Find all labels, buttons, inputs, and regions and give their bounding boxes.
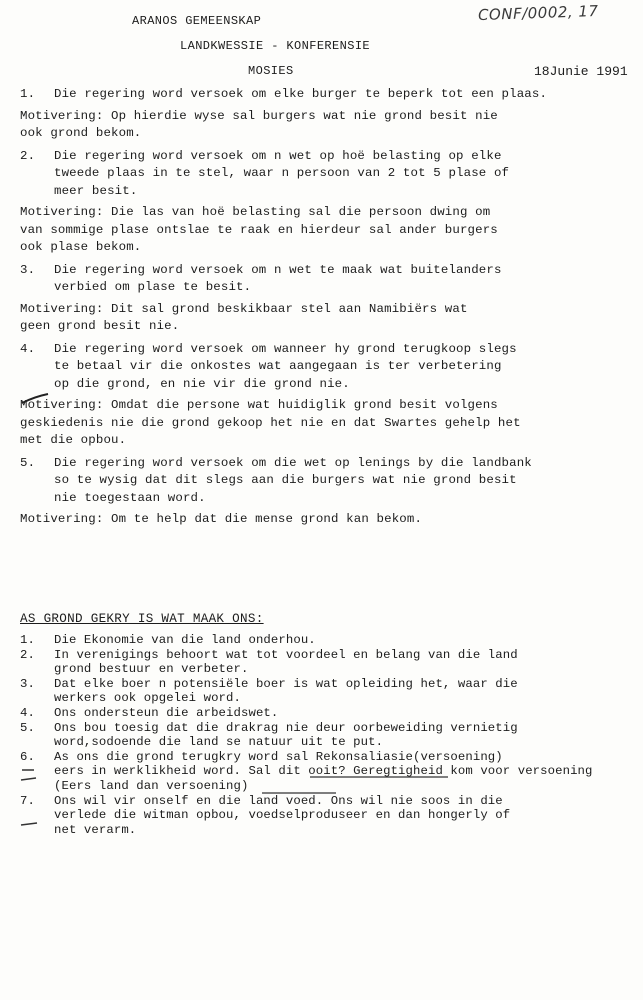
motion-text: tweede plaas in te stel, waar n persoon van 2 tot 5 plase of	[54, 166, 510, 180]
list-text: Dat elke boer n potensiële boer is wat opleiding het, waar die	[54, 676, 518, 691]
list-number: 2.	[20, 647, 35, 662]
list-text: As ons die grond terugkry word sal Rekonsaliasie(versoening)	[54, 749, 503, 764]
list-text: In verenigings behoort wat tot voordeel en belang van die land	[54, 647, 518, 662]
list-item	[20, 794, 635, 838]
list-text: Ons bou toesig dat die drakrag nie deur oorbeweiding vernietig	[54, 720, 518, 735]
list-number: 1.	[20, 633, 35, 647]
motion-text: te betaal vir die onkostes wat aangegaan is ter verbetering	[54, 359, 502, 373]
list-text: eers in werklikheid word. Sal dit ooit? Geregtigheid kom voor versoening	[54, 764, 593, 779]
section-title: AS GROND GEKRY IS WAT MAAK ONS:	[20, 612, 264, 626]
motivation-line: geen grond besit nie.	[20, 319, 180, 333]
motivation	[20, 108, 630, 143]
list-item	[20, 721, 635, 750]
list-text: Die Ekonomie van die land onderhou.	[54, 633, 316, 647]
list-text: verlede die witman opbou, voedselproduseer en dan hongerly of	[54, 808, 511, 823]
pen-stroke-mark	[20, 392, 50, 406]
motion-number: 4.	[20, 341, 36, 356]
pen-dash-mark	[18, 818, 40, 830]
motion-text: Die regering word versoek om n wet op hoë belasting op elke	[54, 148, 502, 163]
motion-text: Die regering word versoek om wanneer hy grond terugkoop slegs	[54, 341, 517, 356]
list-text: Ons ondersteun die arbeidswet.	[54, 705, 279, 720]
motivation-line: met die opbou.	[20, 433, 127, 447]
list-number: 4.	[20, 705, 35, 720]
list-number: 6.	[20, 749, 35, 764]
list-item	[20, 648, 635, 677]
list-number: 5.	[20, 720, 35, 735]
event-name: LANDKWESSIE - KONFERENSIE	[180, 39, 371, 53]
motivation-line: Motivering: Omdat die persone wat huidiglik grond besit volgens	[20, 398, 498, 412]
motivation	[20, 204, 630, 257]
motion-text: Die regering word versoek om n wet te maak wat buitelanders	[54, 262, 502, 277]
outcomes-list	[20, 633, 635, 837]
motion-text: verbied om plase te besit.	[54, 280, 252, 294]
list-number: 7.	[20, 793, 35, 808]
motion-text: op die grond, en nie vir die grond nie.	[54, 376, 350, 391]
list-text: grond bestuur en verbeter.	[54, 662, 249, 677]
list-text: werkers ook opgelei word.	[54, 691, 241, 706]
motion-number: 3.	[20, 262, 36, 277]
motivation	[20, 511, 630, 529]
motion-item	[20, 341, 630, 394]
motivation-line: van sommige plase ontslae te raak en hierdeur sal ander burgers	[20, 222, 498, 237]
pen-underline-mark	[258, 763, 458, 797]
org-name: ARANOS GEMEENSKAP	[132, 14, 262, 28]
pen-check-mark	[18, 758, 40, 784]
list-number: 3.	[20, 676, 35, 691]
list-text: word,sodoende die land se natuur uit te put.	[54, 735, 384, 750]
motivation-line: geskiedenis nie die grond gekoop het nie en dat Swartes gehelp het	[20, 415, 521, 430]
motion-number: 1.	[20, 87, 36, 101]
motion-text: Die regering word versoek om elke burger te beperk tot een plaas.	[54, 87, 548, 101]
motivation-line: Motivering: Op hierdie wyse sal burgers wat nie grond besit nie	[20, 108, 498, 123]
list-item	[20, 706, 635, 721]
motion-text: nie toegestaan word.	[54, 490, 206, 505]
document-date: 18Junie 1991	[534, 64, 628, 79]
motion-text: so te wysig dat dit slegs aan die burgers wat nie grond besit	[54, 473, 517, 487]
list-text: (Eers land dan versoening)	[54, 778, 249, 793]
motion-text: meer besit.	[54, 183, 138, 198]
motivation	[20, 301, 630, 336]
list-text: net verarm.	[54, 822, 137, 837]
handwritten-reference: CONF/0002, 17	[477, 1, 599, 25]
motion-item	[20, 148, 630, 201]
motivation-line: Motivering: Die las van hoë belasting sal die persoon dwing om	[20, 205, 491, 219]
list-item	[20, 633, 635, 648]
motivation	[20, 397, 630, 450]
motion-number: 2.	[20, 148, 36, 163]
list-text: Ons wil vir onself en die land voed. Ons wil nie soos in die	[54, 793, 503, 808]
motivation-line: Motivering: Dit sal grond beskikbaar stel aan Namibiërs wat	[20, 301, 468, 316]
motion-item	[20, 455, 630, 508]
motivation-line: ook plase bekom.	[20, 240, 142, 254]
motivation-line: ook grond bekom.	[20, 126, 142, 140]
motion-item	[20, 262, 630, 297]
list-item	[20, 677, 635, 706]
motion-number: 5.	[20, 455, 36, 470]
motion-text: Die regering word versoek om die wet op lenings by die landbank	[54, 455, 532, 470]
motivation-line: Motivering: Om te help dat die mense grond kan bekom.	[20, 512, 423, 526]
page-title: MOSIES	[248, 64, 294, 78]
motion-item	[20, 86, 630, 104]
motions-list	[20, 86, 630, 534]
